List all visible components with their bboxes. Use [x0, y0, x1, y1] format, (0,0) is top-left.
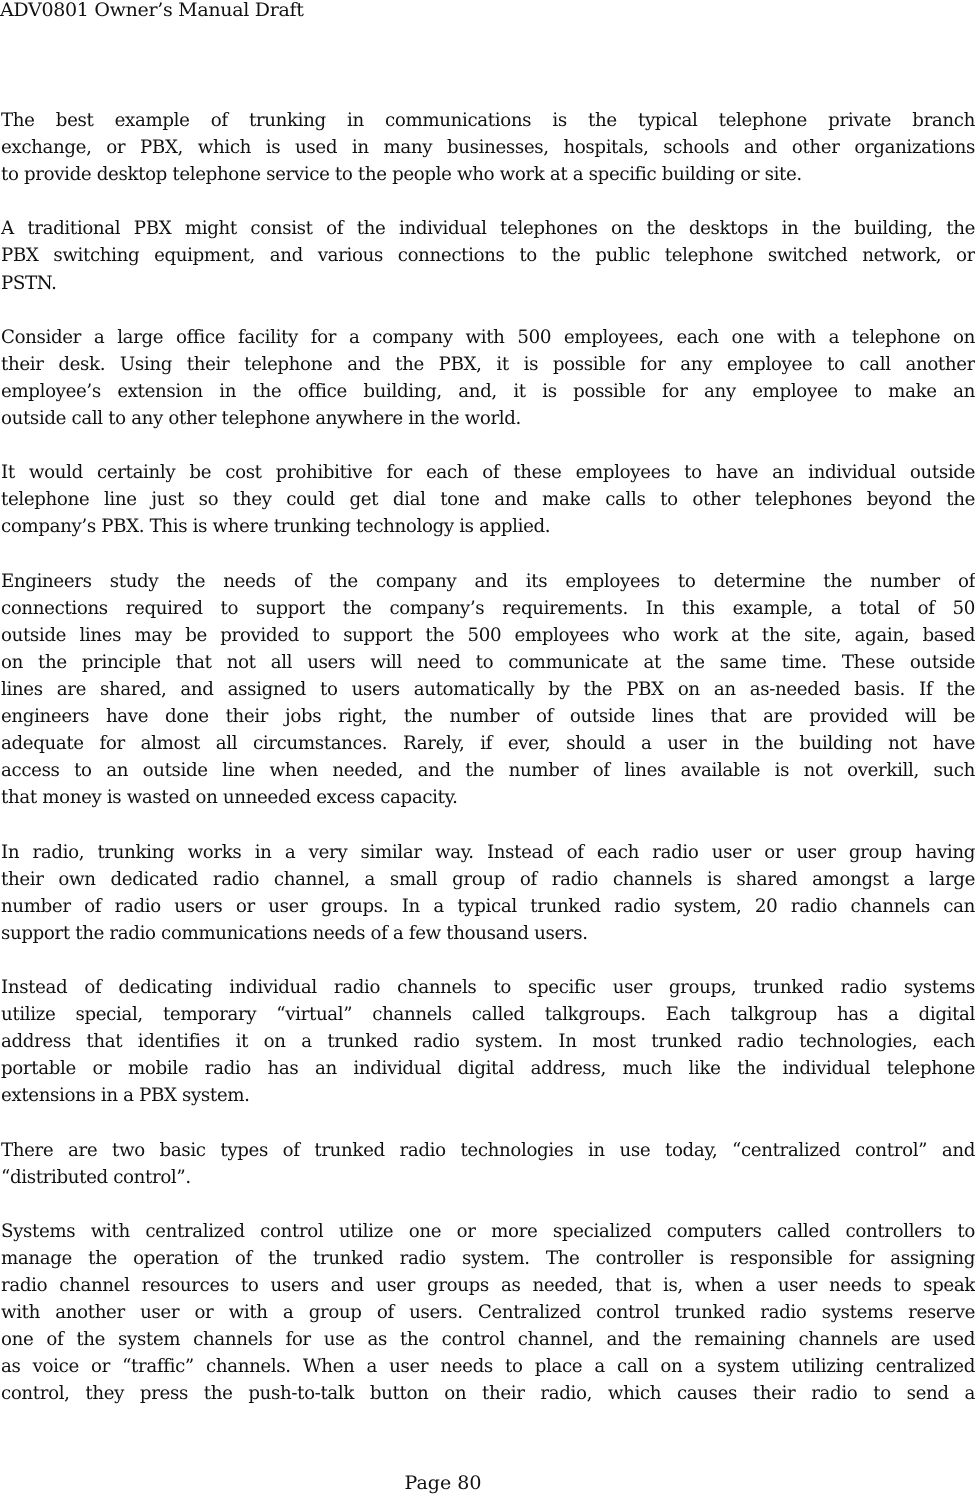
text-line: utilize special, temporary “virtual” channels called talkgroups. Each talkgroup has a digital — [1, 1004, 975, 1026]
paragraph — [1, 107, 975, 188]
text-line: that money is wasted on unneeded excess capacity. — [1, 787, 458, 809]
text-line: access to an outside line when needed, and the number of lines available is not overkill, such — [1, 760, 975, 782]
text-line: outside call to any other telephone anywhere in the world. — [1, 408, 521, 430]
paragraph — [1, 839, 975, 947]
text-line: their own dedicated radio channel, a small group of radio channels is shared amongst a large — [1, 868, 975, 890]
text-line: on the principle that not all users will need to communicate at the same time. These outside — [1, 651, 975, 673]
text-line: their desk. Using their telephone and the PBX, it is possible for any employee to call another — [1, 353, 975, 375]
text-line: lines are shared, and assigned to users automatically by the PBX on an as-needed basis. If the — [1, 678, 975, 700]
text-line: portable or mobile radio has an individual digital address, much like the individual telephone — [1, 1058, 975, 1080]
paragraph — [1, 324, 975, 432]
paragraph — [1, 1218, 975, 1408]
text-line: It would certainly be cost prohibitive for each of these employees to have an individual outside — [1, 462, 975, 484]
text-line: with another user or with a group of users. Centralized control trunked radio systems reserve — [1, 1302, 975, 1324]
text-line: extensions in a PBX system. — [1, 1085, 250, 1107]
text-line: PSTN. — [1, 272, 57, 294]
text-line: engineers have done their jobs right, the number of outside lines that are provided will be — [1, 706, 975, 728]
paragraph — [1, 1137, 975, 1191]
text-line: There are two basic types of trunked radio technologies in use today, “centralized control” and — [1, 1139, 975, 1161]
document-body — [1, 107, 975, 1435]
text-line: number of radio users or user groups. In a typical trunked radio system, 20 radio channels can — [1, 895, 975, 917]
text-line: PBX switching equipment, and various connections to the public telephone switched network, or — [1, 245, 975, 267]
text-line: Instead of dedicating individual radio channels to specific user groups, trunked radio systems — [1, 977, 975, 998]
text-line: manage the operation of the trunked radio system. The controller is responsible for assigning — [1, 1247, 975, 1269]
paragraph — [1, 215, 975, 296]
paragraph — [1, 459, 975, 540]
paragraph — [1, 568, 975, 812]
text-line: radio channel resources to users and user groups as needed, that is, when a user needs to speak — [1, 1275, 975, 1297]
text-line: to provide desktop telephone service to the people who work at a specific building or site. — [1, 164, 802, 186]
text-line: outside lines may be provided to support the 500 employees who work at the site, again, based — [1, 624, 975, 646]
text-line: telephone line just so they could get dial tone and make calls to other telephones beyond the — [1, 489, 975, 511]
text-line: connections required to support the company’s requirements. In this example, a total of 50 — [1, 597, 975, 619]
page-header: ADV0801 Owner’s Manual Draft — [0, 0, 304, 21]
text-line: exchange, or PBX, which is used in many businesses, hospitals, schools and other organizations — [1, 137, 975, 159]
text-line: support the radio communications needs of a few thousand users. — [1, 922, 588, 944]
text-line: Consider a large office facility for a company with 500 employees, each one with a telephone on — [1, 326, 975, 348]
text-line: A traditional PBX might consist of the individual telephones on the desktops in the building, the — [1, 218, 975, 240]
paragraph — [1, 974, 975, 1109]
text-line: The best example of trunking in communications is the typical telephone private branch — [1, 110, 975, 131]
text-line: employee’s extension in the office building, and, it is possible for any employee to make an — [1, 380, 975, 402]
text-line: one of the system channels for use as the control channel, and the remaining channels are used — [1, 1329, 975, 1351]
text-line: control, they press the push-to-talk button on their radio, which causes their radio to send a — [1, 1383, 975, 1405]
text-line: company’s PBX. This is where trunking technology is applied. — [1, 516, 551, 538]
text-line: as voice or “traffic” channels. When a user needs to place a call on a system utilizing centralized — [1, 1356, 975, 1378]
text-line: “distributed control”. — [1, 1166, 191, 1188]
text-line: address that identifies it on a trunked radio system. In most trunked radio technologies, each — [1, 1031, 975, 1053]
text-line: In radio, trunking works in a very similar way. Instead of each radio user or user group having — [1, 841, 975, 863]
text-line: Engineers study the needs of the company and its employees to determine the number of — [1, 570, 975, 592]
text-line: Systems with centralized control utilize one or more specialized computers called controllers to — [1, 1220, 975, 1242]
page-number: Page 80 — [404, 1472, 482, 1494]
text-line: adequate for almost all circumstances. Rarely, if ever, should a user in the building not have — [1, 733, 975, 755]
